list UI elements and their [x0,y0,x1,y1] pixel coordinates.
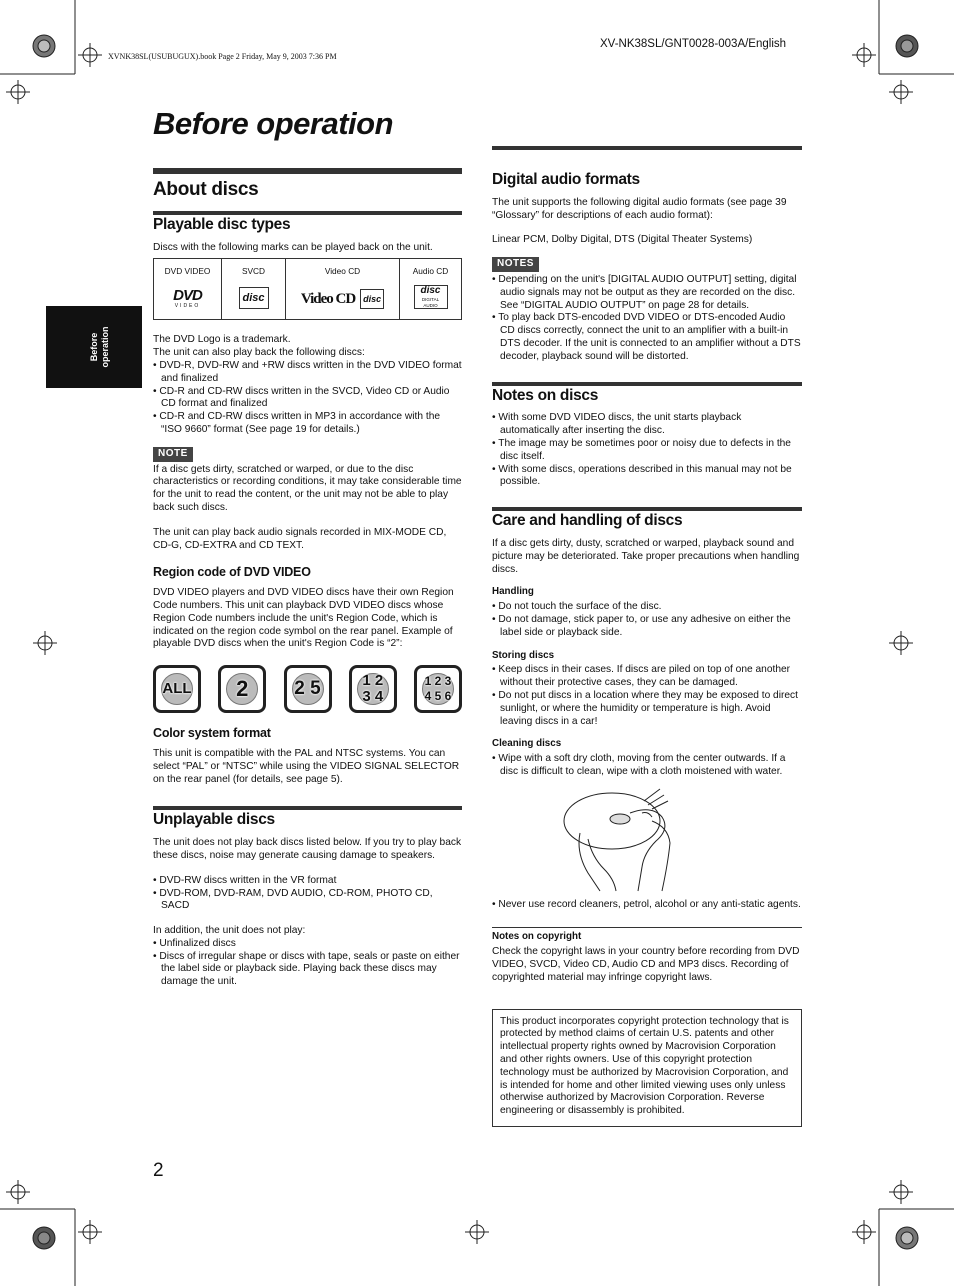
video-cd-logo [295,289,391,309]
list-item: • Do not damage, stick paper to, or use any adhesive on either the label side or playback side. [492,614,802,640]
paragraph: Discs with the following marks can be played back on the unit. [153,241,433,253]
paragraph: This unit is compatible with the PAL and NTSC systems. You can select “PAL” or “NTSC” while using the VIDEO SIGNAL SELECTOR on the rear panel (for details, see page 5). [153,747,460,785]
bullet-list [153,938,462,989]
disc-type-label: SVCD [241,266,266,277]
bullet-list [492,274,802,364]
list-item: • Keep discs in their cases. If discs are piled on top of one another without their protective cases, they can be damaged. [492,664,802,690]
left-column [153,168,462,989]
list-item: • Unfinalized discs [153,938,462,951]
section-rule [492,507,802,511]
list-item: • DVD-R, DVD-RW and +RW discs written in the DVD VIDEO format and finalized [153,360,462,386]
disc-cell-video-cd [286,259,400,319]
list-item: • CD-R and CD-RW discs written in MP3 in accordance with the “ISO 9660” format (See page 19 for details.) [153,411,462,437]
paragraph: The DVD Logo is a trademark. [153,334,291,346]
list-item: • Never use record cleaners, petrol, alcohol or any anti-static agents. [492,899,802,912]
side-tab-line-2: operation [100,326,110,368]
section-rule [492,927,802,928]
subheading-storing: Storing discs [492,649,555,661]
list-item: • Discs of irregular shape or discs with tape, seals or paste on either the label side or playback side. Playing back these discs may damage the unit. [153,951,462,989]
digital-audio-text: DIGITAL AUDIO [421,297,440,309]
list-item: • With some DVD VIDEO discs, the unit starts playback automatically after inserting the disc. [492,412,802,438]
paragraph: The unit supports the following digital audio formats (see page 39 “Glossary” for descriptions of each audio format): [492,196,787,221]
heading-digital-audio-formats: Digital audio formats [492,171,640,188]
region-symbol-text: 2 5 [294,677,321,699]
paragraph: If a disc gets dirty, dusty, scratched or warped, playback sound and picture may be deteriorated. Take proper precautions when handling discs. [492,537,800,575]
subheading-copyright: Notes on copyright [492,931,582,943]
heading-color-system: Color system format [153,726,271,741]
paragraph: Check the copyright laws in your country before recording from DVD VIDEO, SVCD, Video CD, Audio CD and MP3 discs. Recording of copyrighted material may infringe copyright laws. [492,946,800,983]
region-symbol-2-5 [284,665,332,713]
region-symbol-all [153,665,201,713]
list-item: • The image may be sometimes poor or noisy due to defects in the disc itself. [492,438,802,464]
paragraph: DVD VIDEO players and DVD VIDEO discs have their own Region Code numbers. This unit can playback DVD VIDEO discs whose Region Code numbers include the unit's Region Code, which is indicated on the region code symbol on the rear panel. Example of playable DVD discs when the unit's Region Code is “2”: [153,587,454,650]
region-symbol-text: 1 2 3 4 [362,672,384,706]
heading-region-code: Region code of DVD VIDEO [153,565,311,580]
file-info: XVNK38SL(USUBUGUX).book Page 2 Friday, May 9, 2003 7:36 PM [108,52,337,61]
list-item: • Do not touch the surface of the disc. [492,601,802,614]
paragraph: Linear PCM, Dolby Digital, DTS (Digital Theater Systems) [492,234,753,246]
dvd-logo-text: DVD [173,287,202,305]
region-symbol-text: 2 [236,675,249,701]
heading-notes-on-discs: Notes on discs [492,386,599,404]
bullet-list [153,360,462,437]
disc-type-label: DVD VIDEO [164,266,211,277]
section-rule [492,382,802,386]
compact-disc-digital-audio-logo [414,285,448,309]
region-symbol-1-6 [414,665,462,713]
section-rule [153,168,462,174]
video-cd-logo-text: Video CD [300,290,356,307]
region-symbols [153,665,462,713]
list-item: • DVD-RW discs written in the VR format [153,875,462,888]
bullet-list [492,412,802,489]
list-item: • Depending on the unit's [DIGITAL AUDIO OUTPUT] setting, digital audio signals may not be output as they are recorded on the disc. See “DIGITAL AUDIO OUTPUT” on page 28 for details. [492,274,802,312]
paragraph: The unit can also play back the following discs: [153,347,365,359]
heading-about-discs: About discs [153,179,259,200]
page-number: 2 [153,1160,164,1181]
list-item: • Do not put discs in a location where they may be exposed to direct sunlight, or where the humidity or temperature is high. Avoid leaving discs in a car! [492,690,802,728]
side-tab [46,306,142,388]
document-id: XV-NK38SL/GNT0028-003A/English [600,38,787,50]
page-title: Before operation [153,106,394,141]
compact-disc-logo-text: disc [242,291,265,304]
disc-type-label: Audio CD [412,266,449,277]
region-symbol-text: 1 2 3 4 5 6 [424,674,452,704]
disc-cell-dvd [154,259,222,319]
subheading-handling: Handling [492,586,534,598]
macrovision-notice: This product incorporates copyright protection technology that is protected by method claims of certain U.S. patents and other intellectual property rights owned by Macrovision Corporation and other rights owners. Use of this copyright protection technology must be authorized by Macrovision Corporation, and is intended for home and other limited viewing uses only unless otherwise authorized by Macrovision Corporation. Reverse engineering or disassembly is prohibited. [492,1009,802,1127]
right-column [492,146,802,1127]
bullet-list [492,601,802,639]
disc-marks-table [153,258,462,320]
section-rule [492,146,802,150]
dvd-logo-subtext: VIDEO [174,303,201,310]
notes-badge: NOTES [492,257,539,272]
disc-cell-audio-cd [400,259,461,319]
region-symbol-1-4 [349,665,397,713]
bullet-list [492,753,802,779]
dvd-video-logo [167,289,209,309]
section-rule [153,806,462,810]
bullet-list [492,664,802,728]
disc-cell-svcd [222,259,286,319]
heading-unplayable-discs: Unplayable discs [153,811,275,829]
disc-type-label: Video CD [324,266,361,277]
paragraph: The unit does not play back discs listed below. If you try to play back these discs, noise may generate causing damage to speakers. [153,837,462,861]
bullet-list [153,875,462,913]
note-badge: NOTE [153,447,193,462]
paragraph: The unit can play back audio signals recorded in MIX-MODE CD, CD-G, CD-EXTRA and CD TEXT. [153,526,447,551]
heading-care-and-handling: Care and handling of discs [492,512,683,530]
list-item: • Wipe with a soft dry cloth, moving from the center outwards. If a disc is difficult to clean, wipe with a cloth moistened with water. [492,753,802,779]
list-item: • With some discs, operations described in this manual may not be possible. [492,464,802,490]
compact-disc-logo-text: disc [360,289,384,309]
paragraph: In addition, the unit does not play: [153,925,306,937]
subheading-cleaning: Cleaning discs [492,738,562,750]
compact-disc-logo [239,287,269,309]
list-item: • DVD-ROM, DVD-RAM, DVD AUDIO, CD-ROM, PHOTO CD, SACD [153,888,462,914]
disc-cleaning-illustration [492,783,802,895]
list-item: • CD-R and CD-RW discs written in the SVCD, Video CD or Audio CD format and finalized [153,386,462,412]
heading-playable-disc-types: Playable disc types [153,215,291,233]
region-symbol-2 [218,665,266,713]
bullet-list [492,899,802,912]
side-tab-line-1: Before [89,332,99,362]
paragraph: If a disc gets dirty, scratched or warped, or due to the disc characteristics or recording conditions, it may take considerable time for the unit to read the content, or the unit may not be able to play back such discs. [153,463,462,513]
list-item: • To play back DTS-encoded DVD VIDEO or DTS-encoded Audio CD discs correctly, connect the unit to an amplifier with a built-in DTS decoder. If the unit is connected to an amplifier without a DTS decoder, playback sound will be distorted. [492,312,802,363]
section-rule [153,211,462,215]
compact-disc-logo-text: disc [420,285,441,297]
region-symbol-text: ALL [162,679,192,697]
